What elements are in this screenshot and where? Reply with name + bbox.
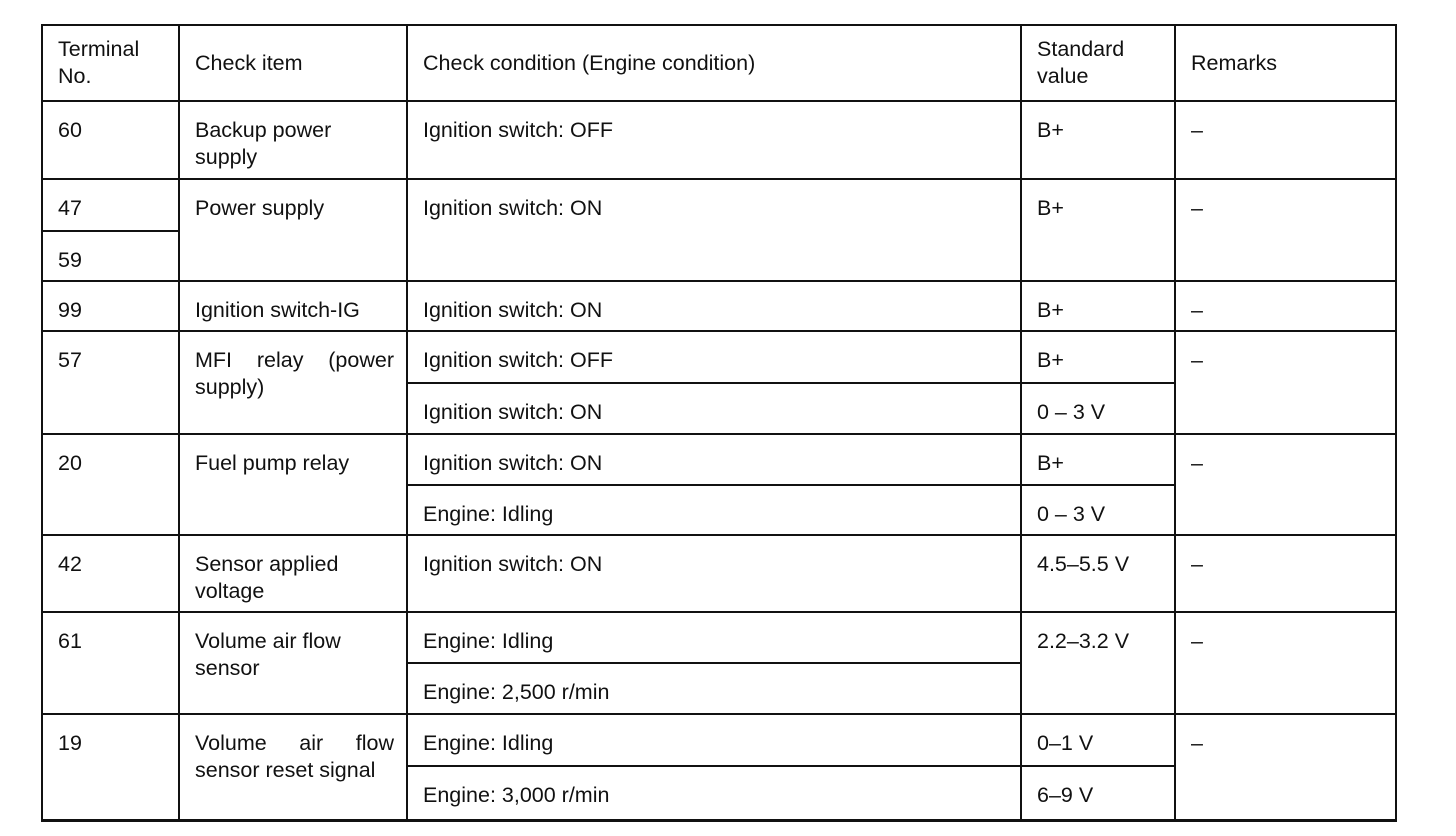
- remarks-cell: –: [1175, 535, 1396, 612]
- condition-cell: Ignition switch: ON: [407, 281, 1021, 331]
- remarks-cell: –: [1175, 612, 1396, 714]
- standard-cell: 0 – 3 V: [1021, 485, 1175, 535]
- condition-cell: Ignition switch: ON: [407, 383, 1021, 434]
- header-standard-value: Standard value: [1021, 25, 1175, 101]
- standard-cell: B+: [1021, 101, 1175, 179]
- condition-cell: Engine: Idling: [407, 714, 1021, 766]
- table-row: [42, 281, 1396, 331]
- header-check-item: Check item: [179, 25, 407, 101]
- header-check-condition: Check condition (Engine condition): [407, 25, 1021, 101]
- remarks-cell: –: [1175, 714, 1396, 820]
- table-row: [42, 101, 1396, 179]
- terminal-cell: 42: [42, 535, 179, 612]
- table-row: [42, 612, 1396, 663]
- condition-cell: Ignition switch: OFF: [407, 101, 1021, 179]
- table-row: [42, 179, 1396, 231]
- terminal-cell: 20: [42, 434, 179, 535]
- standard-cell: 6–9 V: [1021, 766, 1175, 820]
- remarks-cell: –: [1175, 281, 1396, 331]
- check-item-cell: Volume air flow sensor: [179, 612, 407, 714]
- condition-cell: Engine: 2,500 r/min: [407, 663, 1021, 714]
- remarks-cell: –: [1175, 434, 1396, 535]
- table-row: [42, 535, 1396, 612]
- remarks-cell: –: [1175, 331, 1396, 434]
- standard-cell: 0–1 V: [1021, 714, 1175, 766]
- terminal-check-table: [41, 24, 1397, 822]
- table-row: [42, 331, 1396, 383]
- terminal-cell: 61: [42, 612, 179, 714]
- terminal-cell: 99: [42, 281, 179, 331]
- terminal-cell: 19: [42, 714, 179, 820]
- condition-cell: Ignition switch: OFF: [407, 331, 1021, 383]
- terminal-cell: 47: [42, 179, 179, 231]
- standard-cell: B+: [1021, 331, 1175, 383]
- condition-cell: Engine: 3,000 r/min: [407, 766, 1021, 820]
- check-item-cell: Fuel pump relay: [179, 434, 407, 535]
- header-row: [42, 25, 1396, 101]
- standard-cell: B+: [1021, 281, 1175, 331]
- remarks-cell: –: [1175, 101, 1396, 179]
- remarks-cell: –: [1175, 179, 1396, 281]
- table-row: [42, 714, 1396, 766]
- table-row: [42, 434, 1396, 485]
- terminal-cell: 57: [42, 331, 179, 434]
- terminal-cell: 59: [42, 231, 179, 281]
- condition-cell: Engine: Idling: [407, 485, 1021, 535]
- check-item-cell: Power supply: [179, 179, 407, 281]
- condition-cell: Ignition switch: ON: [407, 535, 1021, 612]
- check-item-cell: Volume air flow sensor reset signal: [179, 714, 407, 820]
- standard-cell: 0 – 3 V: [1021, 383, 1175, 434]
- standard-cell: B+: [1021, 434, 1175, 485]
- header-remarks: Remarks: [1175, 25, 1396, 101]
- terminal-cell: 60: [42, 101, 179, 179]
- check-item-cell: MFI relay (power supply): [179, 331, 407, 434]
- check-item-cell: Ignition switch-IG: [179, 281, 407, 331]
- standard-cell: B+: [1021, 179, 1175, 281]
- condition-cell: Ignition switch: ON: [407, 179, 1021, 281]
- condition-cell: Engine: Idling: [407, 612, 1021, 663]
- condition-cell: Ignition switch: ON: [407, 434, 1021, 485]
- standard-cell: 2.2–3.2 V: [1021, 612, 1175, 714]
- check-item-cell: Backup power supply: [179, 101, 407, 179]
- header-terminal: Terminal No.: [42, 25, 179, 101]
- standard-cell: 4.5–5.5 V: [1021, 535, 1175, 612]
- check-item-cell: Sensor applied voltage: [179, 535, 407, 612]
